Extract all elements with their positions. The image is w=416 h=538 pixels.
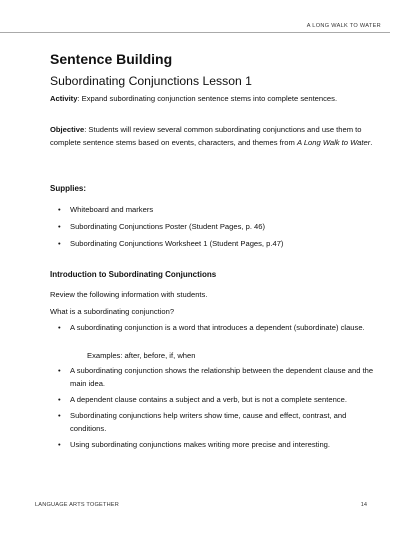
bullet-icon: • xyxy=(58,239,61,248)
intro-bullet xyxy=(58,364,380,390)
activity-label: Activity xyxy=(50,94,78,103)
supply-item-text: Subordinating Conjunctions Poster (Student Pages, p. 46) xyxy=(70,222,266,231)
intro-bullet xyxy=(58,321,380,334)
objective-paragraph xyxy=(50,123,380,149)
objective-text: : Students will review several common subordinating conjunctions and use them to complete sentence stems based on events, characters, and themes from xyxy=(50,125,362,147)
intro-bullet xyxy=(58,409,380,435)
intro-line: What is a subordinating conjunction? xyxy=(50,307,175,316)
bullet-icon: • xyxy=(58,366,61,375)
bullet-icon: • xyxy=(58,395,61,404)
objective-end: . xyxy=(370,138,373,147)
bullet-icon: • xyxy=(58,323,61,332)
footer-title: LANGUAGE ARTS TOGETHER xyxy=(35,502,119,508)
supplies-heading: Supplies: xyxy=(50,184,87,193)
supply-item xyxy=(58,203,380,216)
page-subtitle: Subordinating Conjunctions Lesson 1 xyxy=(50,74,252,88)
bullet-icon: • xyxy=(58,440,61,449)
page-title: Sentence Building xyxy=(50,51,173,67)
examples-line: Examples: after, before, if, when xyxy=(87,351,196,360)
intro-bullet-text: A subordinating conjunction is a word that introduces a dependent (subordinate) clause. xyxy=(70,323,365,332)
supply-item-text: Subordinating Conjunctions Worksheet 1 (Student Pages, p.47) xyxy=(70,239,284,248)
supply-item xyxy=(58,220,380,233)
intro-bullet-text: A dependent clause contains a subject and a verb, but is not a complete sentence. xyxy=(70,395,347,404)
activity-paragraph xyxy=(50,92,380,105)
objective-label: Objective xyxy=(50,125,85,134)
intro-heading: Introduction to Subordinating Conjunctions xyxy=(50,270,217,279)
bullet-icon: • xyxy=(58,222,61,231)
book-title: A Long Walk to Water xyxy=(296,138,371,147)
intro-bullet xyxy=(58,438,380,451)
intro-bullet-text: Subordinating conjunctions help writers show time, cause and effect, contrast, and conditions. xyxy=(70,411,347,433)
supply-item xyxy=(58,237,380,250)
intro-bullet-text: A subordinating conjunction shows the relationship between the dependent clause and the main idea. xyxy=(70,366,374,388)
bullet-icon: • xyxy=(58,205,61,214)
supply-item-text: Whiteboard and markers xyxy=(70,205,154,214)
page-number: 14 xyxy=(360,502,367,508)
bullet-icon: • xyxy=(58,411,61,420)
intro-bullet-text: Using subordinating conjunctions makes writing more precise and interesting. xyxy=(70,440,331,449)
running-head: A LONG WALK TO WATER xyxy=(306,23,381,29)
intro-bullet xyxy=(58,393,380,406)
header-rule xyxy=(0,32,390,33)
intro-line: Review the following information with students. xyxy=(50,290,208,299)
activity-text: : Expand subordinating conjunction sentence stems into complete sentences. xyxy=(77,94,338,103)
